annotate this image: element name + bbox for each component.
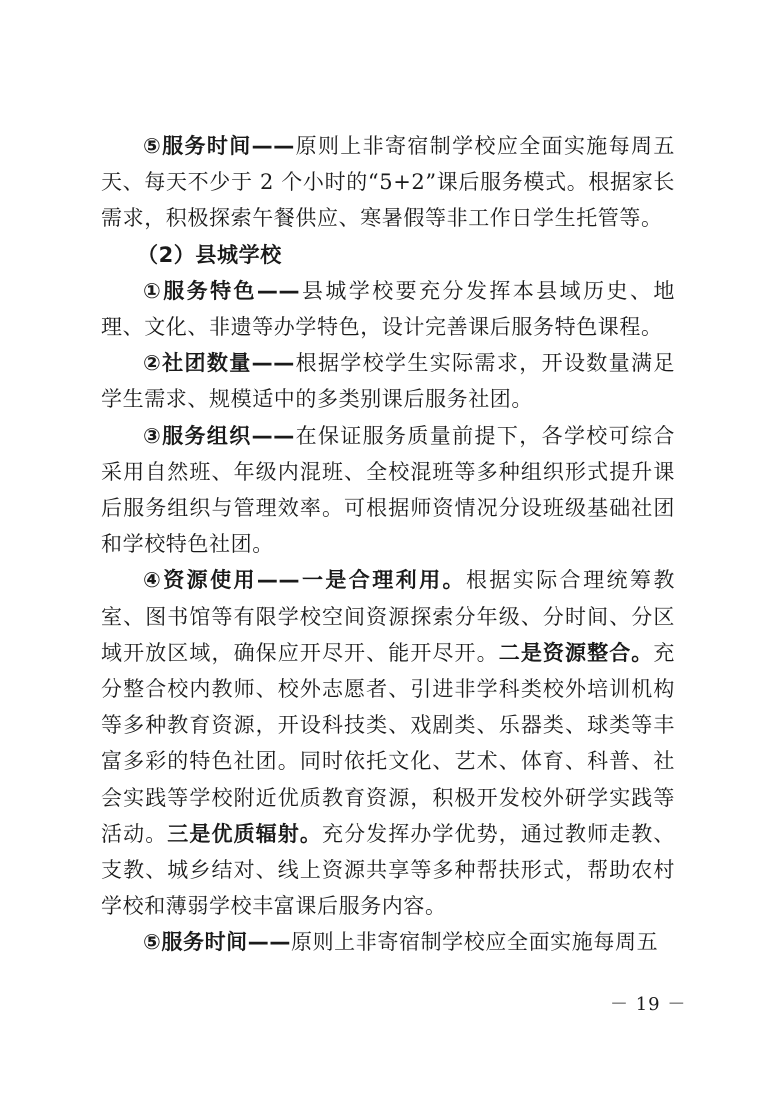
section-heading-county-schools: （2）县城学校 bbox=[137, 242, 282, 267]
paragraph-club-count bbox=[101, 345, 675, 417]
paragraph-service-time-county bbox=[101, 924, 675, 960]
paragraph-text: 原则上非寄宿制学校应全面实施每周五天、每天不少于 2 个小时的“5+2”课后服务模式。根据家长需求，积极探索午餐供应、寒暑假等非工作日学生托管等。 bbox=[101, 134, 676, 231]
paragraph-text: 充分发挥办学优势，通过教师走教、支教、城乡结对、线上资源共享等多种帮扶形式，帮助农村学校和薄弱学校丰富课后服务内容。 bbox=[101, 821, 675, 919]
paragraph-lead: ⑤服务时间—— bbox=[143, 134, 295, 158]
paragraph-lead: ⑤服务时间—— bbox=[143, 930, 291, 955]
paragraph-lead: ③服务组织—— bbox=[143, 423, 295, 448]
paragraph-text: 根据学校学生实际需求，开设数量满足学生需求、规模适中的多类别课后服务社团。 bbox=[101, 351, 676, 412]
paragraph-service-organization bbox=[101, 418, 675, 563]
paragraph-text: 原则上非寄宿制学校应全面实施每周五 bbox=[290, 930, 659, 955]
document-body bbox=[101, 128, 675, 961]
paragraph-lead: ④资源使用—— bbox=[143, 568, 301, 593]
paragraph-text: 县城学校要充分发挥本县域历史、地理、文化、非遗等办学特色，设计完善课后服务特色课程。 bbox=[101, 278, 675, 340]
paragraph-lead: ①服务特色—— bbox=[143, 278, 301, 303]
emphasis-resource-integration: 二是资源整合。 bbox=[498, 640, 654, 665]
paragraph-resource-use bbox=[101, 562, 675, 924]
page-number: － 19 － bbox=[610, 994, 687, 1015]
paragraph-text: 根据实际合理统筹教室、图书馆等有限学校空间资源探索分年级、分时间、分区域开放区域，确保应开尽开、能开尽开。 bbox=[101, 568, 675, 665]
emphasis-quality-radiation: 三是优质辐射。 bbox=[167, 821, 322, 846]
paragraph-text: 在保证服务质量前提下，各学校可综合采用自然班、年级内混班、全校混班等多种组织形式提升课后服务组织与管理效率。可根据师资情况分设班级基础社团和学校特色社团。 bbox=[101, 423, 676, 557]
paragraph-lead: ②社团数量—— bbox=[143, 351, 295, 376]
paragraph-text: 充分整合校内教师、校外志愿者、引进非学科类校外培训机构等多种教育资源，开设科技类、戏剧类、乐器类、球类等丰富多彩的特色社团。同时依托文化、艺术、体育、科普、社会实践等学校附近优质教育资源，积极开发校外研学实践等活动。 bbox=[101, 640, 675, 846]
paragraph-service-feature bbox=[101, 273, 675, 345]
emphasis-reasonable-use: 一是合理利用。 bbox=[300, 568, 466, 593]
paragraph-service-time-rural bbox=[101, 128, 675, 237]
